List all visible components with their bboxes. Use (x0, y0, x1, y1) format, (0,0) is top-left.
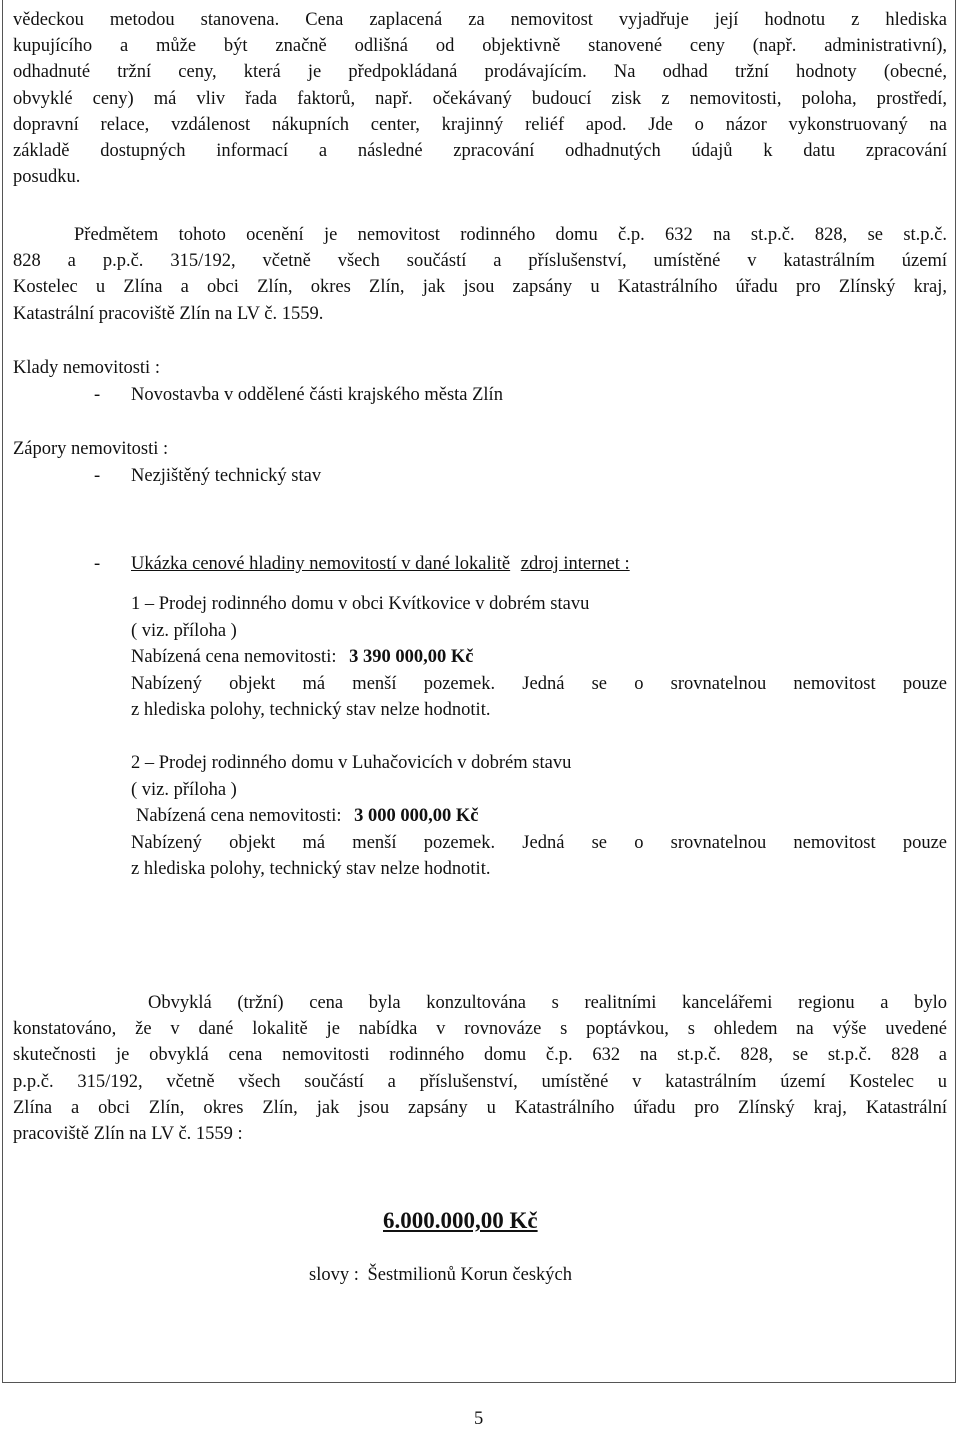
subject-line: Katastrální pracoviště Zlín na LV č. 1559. (13, 303, 324, 324)
result-amount: 6.000.000,00 Kč (383, 1208, 538, 1233)
item-price-value: 3 000 000,00 Kč (354, 806, 479, 826)
intro-line: posudku. (13, 167, 81, 188)
subject-paragraph (13, 222, 947, 327)
sample-item-1 (131, 591, 947, 724)
item-note: ( viz. příloha ) (131, 779, 237, 800)
pros-heading: Klady nemovitosti : (13, 358, 160, 378)
cons-item: Nezjištěný technický stav (131, 466, 322, 486)
conclusion-line: pracoviště Zlín na LV č. 1559 : (13, 1124, 243, 1145)
result-words-label: slovy : (309, 1265, 359, 1285)
conclusion-line: Obvyklá (tržní) cena byla konzultována s realitními kancelářemi regionu a bylo (148, 993, 947, 1013)
item-price-label: Nabízená cena nemovitosti: (136, 806, 342, 826)
item-desc: z hlediska polohy, technický stav nelze hodnotit. (131, 859, 491, 879)
result-words-line (309, 1264, 572, 1286)
cons-heading: Zápory nemovitosti : (13, 439, 169, 459)
pros-item: Novostavba v oddělené části krajského města Zlín (131, 385, 503, 405)
cons-dash: - (94, 466, 101, 486)
item-price-value: 3 390 000,00 Kč (349, 647, 474, 667)
item-price-label: Nabízená cena nemovitosti: (131, 647, 337, 667)
conclusion-line: skutečnosti je obvyklá cena nemovitosti rodinného domu č.p. 632 na st.p.č. 828, se st.p.č. 828 a (13, 1045, 947, 1066)
intro-line: základě dostupných informací a následné zpracování odhadnutých údajů k datu zpracování (13, 141, 947, 162)
item-desc: z hlediska polohy, technický stav nelze hodnotit. (131, 700, 491, 720)
pros-dash: - (94, 385, 101, 405)
item-desc: Nabízený objekt má menší pozemek. Jedná se o srovnatelnou nemovitost pouze (131, 832, 947, 853)
intro-line: obvyklé ceny) má vliv řada faktorů, např. očekávaný budoucí zisk z nemovitosti, poloha, prostředí, (13, 88, 947, 109)
subject-line: 828 a p.p.č. 315/192, včetně všech součástí a příslušenství, umístěné v katastrálním území (13, 251, 947, 272)
sample-heading-text: Ukázka cenové hladiny nemovitostí v dané lokalitě (131, 554, 511, 574)
subject-line: Předmětem tohoto ocenění je nemovitost rodinného domu č.p. 632 na st.p.č. 828, se st.p.č. (74, 225, 947, 245)
item-price-line (131, 803, 947, 830)
intro-line: odhadnuté tržní ceny, která je předpokládaná prodávajícím. Na odhad tržní hodnoty (obecné, (13, 62, 947, 83)
intro-line: dopravní relace, vzdálenost nákupních center, krajinný reliéf apod. Jde o názor vykonstruovaný na (13, 114, 947, 135)
intro-line: kupujícího a může být značně odlišná od objektivně stanovené ceny (např. administrativní), (13, 36, 947, 57)
page-number: 5 (474, 1409, 484, 1429)
sample-heading (131, 553, 630, 575)
intro-line: vědeckou metodou stanovena. Cena zaplacená za nemovitost vyjadřuje její hodnotu z hlediska (13, 10, 947, 30)
conclusion-line: p.p.č. 315/192, včetně všech součástí a příslušenství, umístěné v katastrálním území Kostelec u (13, 1071, 947, 1092)
sample-source: zdroj internet : (520, 554, 630, 574)
conclusion-line: Zlína a obci Zlín, okres Zlín, jak jsou zapsány u Katastrálního úřadu pro Zlínský kraj, Katastrální (13, 1097, 947, 1118)
item-title: 1 – Prodej rodinného domu v obci Kvítkovice v dobrém stavu (131, 594, 590, 614)
sample-dash: - (94, 554, 101, 574)
item-note: ( viz. příloha ) (131, 620, 237, 641)
result-words: Šestmilionů Korun českých (367, 1265, 572, 1285)
item-desc: Nabízený objekt má menší pozemek. Jedná se o srovnatelnou nemovitost pouze (131, 673, 947, 694)
subject-line: Kostelec u Zlína a obci Zlín, okres Zlín, jak jsou zapsány u Katastrálního úřadu pro Zlínský kraj, (13, 277, 947, 298)
item-price-line (131, 644, 947, 671)
item-title: 2 – Prodej rodinného domu v Luhačovicích v dobrém stavu (131, 753, 572, 773)
intro-paragraph (13, 7, 947, 190)
conclusion-paragraph (13, 990, 947, 1147)
sample-item-2 (131, 750, 947, 883)
conclusion-line: konstatováno, že v dané lokalitě je nabídka v rovnováze s poptávkou, s ohledem na výše uvedené (13, 1019, 947, 1040)
